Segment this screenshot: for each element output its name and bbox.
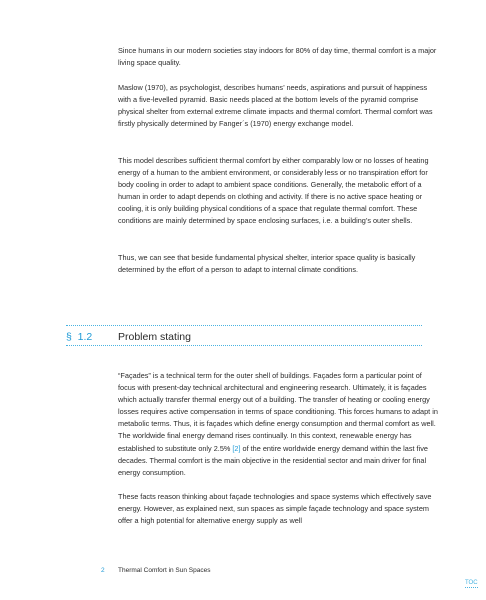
paragraph-maslow: Maslow (1970), as psychologist, describes humans’ needs, aspirations and pursuit of happiness with a five-levelled pyramid. Basic needs placed at the bottom levels of the pyramid comprise physical shelter from external extreme climate impacts and thermal comfort. Thermal comfort was firstly physically determined by Fanger´s (1970) energy exchange model. xyxy=(118,83,433,129)
footer-page-number: 2 xyxy=(101,567,105,574)
section-rule-bottom xyxy=(66,345,422,346)
paragraph-facades xyxy=(118,370,438,479)
toc-link[interactable]: TOC xyxy=(465,580,478,586)
paragraph-facade-technologies: These facts reason thinking about façade technologies and space systems which effectively save energy. However, as explained next, sun spaces as simple façade technology and space system offer a high potential for alternative energy supply as well xyxy=(118,492,432,526)
section-number: § 1.2 xyxy=(66,331,93,343)
section-rule-top xyxy=(66,325,422,326)
paragraph-fanger-model: This model describes sufficient thermal comfort by either comparably low or no losses of heating energy of a human to the ambient environment, or considerably less or no transpiration effort for body cooling in order to adapt to ambient space conditions. Generally, the metabolic effort of a human in order to adapt depends on clothing and activity. If there is no active space heating or cooling, it is only building physical conditions of a space that regulate thermal comfort. These conditions are mainly determined by space enclosing surfaces, i.e. a building’s outer shells. xyxy=(118,156,429,226)
paragraph-interior-quality: Thus, we can see that beside fundamental physical shelter, interior space quality is basically determined by the effort of a person to adapt to internal climate conditions. xyxy=(118,253,416,275)
citation-link-2[interactable]: [2] xyxy=(232,443,241,453)
paragraph-indoor-time: Since humans in our modern societies stay indoors for 80% of day time, thermal comfort is a major living space quality. xyxy=(118,46,437,68)
paragraph-facades-text-start: “Façades” is a technical term for the outer shell of buildings. Façades form a particular point of focus with present-day technical architectural and engineering research. Ultimately, it is façades which actually transfer thermal energy out of a building. The transfer of heating or cooling energy losses requires active compensation in terms of space conditioning. This forces humans to adapt in metabolic terms. Thus, it is façades which define energy consumption and thermal comfort as well. The worldwide final energy demand rises continually. In this context, renewable energy has established to substitute only 2.5% xyxy=(118,371,438,453)
paragraph-facades-text-end: of the entire worldwide energy demand within the last five decades. Thermal comfort is the main objective in the residential sector and main driver for final energy consumption. xyxy=(118,443,428,477)
section-title: Problem stating xyxy=(118,331,191,343)
footer-running-title: Thermal Comfort in Sun Spaces xyxy=(118,567,211,574)
